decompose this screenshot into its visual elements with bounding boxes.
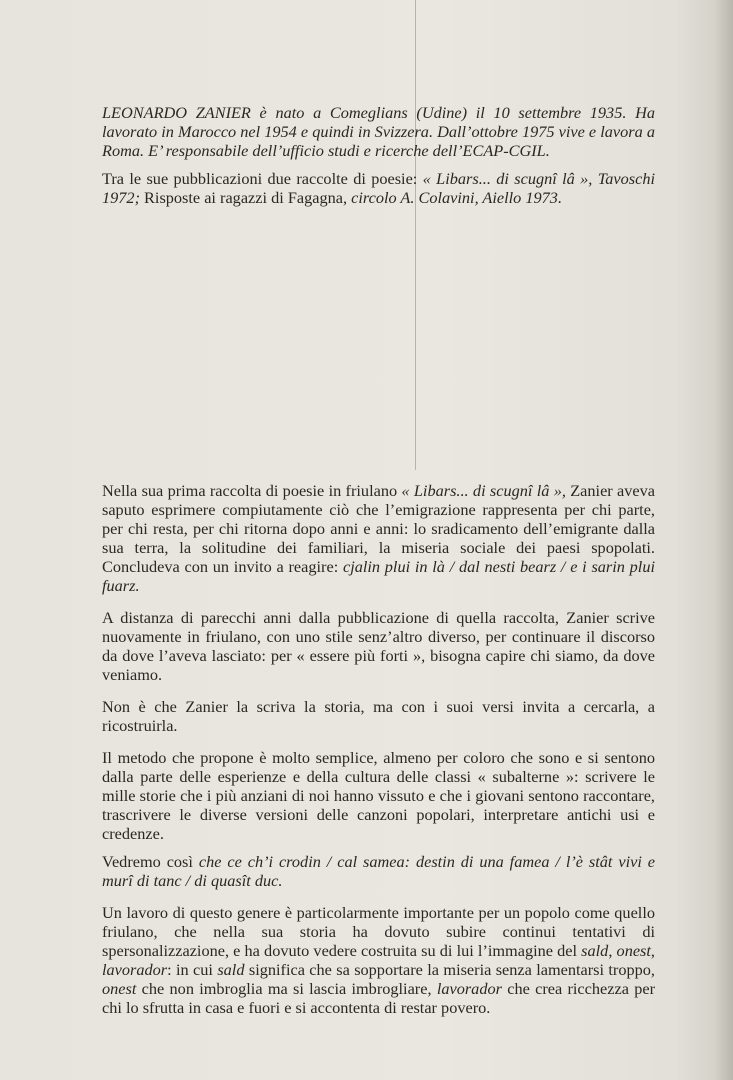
paragraph-2: A distanza di parecchi anni dalla pubblicazione di quella raccolta, Zanier scrive nuovamente in friulano, con uno stile senz’altro diverso, per continuare il discorso da dove l’aveva lasciato: per « essere più forti », bisogna capire chi siamo, da dove veniamo. [102, 608, 655, 684]
publisher: Tavoschi 1972; [102, 169, 655, 207]
publications-paragraph [102, 169, 655, 207]
text-run: , [650, 941, 655, 960]
book-title: « Libars... di scugnî lâ », [401, 481, 566, 500]
page-edge-shadow [715, 0, 733, 1080]
text-run: Vedremo così [102, 852, 199, 871]
bio-paragraph: LEONARDO ZANIER è nato a Comeglians (Udine) il 10 settembre 1935. Ha lavorato in Marocco nel 1954 e quindi in Svizzera. Dall’ottobre 1975 vive e lavora a Roma. E’ responsabile dell’ufficio studi e ricerche dell’ECAP-CGIL. [102, 103, 655, 160]
text-run: significa che sa sopportare la miseria senza lamentarsi troppo, [244, 960, 655, 979]
author-bio [102, 103, 655, 207]
term: onest [102, 979, 137, 998]
book-title: « Libars... di scugnî lâ », [422, 169, 593, 188]
text-run: : in cui [167, 960, 218, 979]
text-run: Risposte ai ragazzi di Fagagna, [139, 188, 352, 207]
paragraph-1 [102, 481, 655, 595]
text-run: che non imbroglia ma si lascia imbrogliare, [136, 979, 437, 998]
text-run: Nella sua prima raccolta di poesie in friulano [102, 481, 402, 500]
verse-quote: che ce ch’i crodin / cal samea: destin di una famea / l’è stât vivi e murî di tanc / di quasît duc. [102, 852, 656, 890]
publisher: circolo A. Colavini, Aiello 1973. [351, 188, 563, 207]
text-run: , [608, 941, 617, 960]
term: sald [217, 960, 245, 979]
term: lavorador [102, 960, 168, 979]
term: sald [581, 941, 609, 960]
term: lavorador [436, 979, 502, 998]
verse-quote: cjalin plui in là / dal nesti bearz / e i sarin plui fuarz. [102, 557, 655, 595]
main-text [102, 481, 655, 1030]
term: onest [616, 941, 651, 960]
text-run: Tra le sue pubblicazioni due raccolte di poesie: [102, 169, 423, 188]
text-run: Un lavoro di questo genere è particolarmente importante per un popolo come quello friulano, che nella sua storia ha dovuto subire continui tentativi di spersonalizzazione, e ha dovuto vedere costruita su di lui l’immagine del [102, 903, 655, 960]
text-run: Zanier aveva saputo esprimere compiutamente ciò che l’emigrazione rappresenta per chi parte, per chi resta, per chi ritorna dopo anni e anni: lo sradicamento dell’emigrante dalla sua terra, la solitudine dei familiari, la miseria sociale dei paesi spopolati. Concludeva con un invito a reagire: [102, 481, 655, 576]
paragraph-3: Non è che Zanier la scriva la storia, ma con i suoi versi invita a cercarla, a ricostruirla. [102, 697, 655, 735]
paragraph-4: Il metodo che propone è molto semplice, almeno per coloro che sono e si sentono dalla parte delle esperienze e della cultura delle classi « subalterne »: scrivere le mille storie che i più anziani di noi hanno vissuto e che i giovani sentono raccontare, trascrivere le diverse versioni delle canzoni popolari, interpretare antichi usi e credenze. [102, 748, 655, 843]
paragraph-5 [102, 852, 655, 890]
page-fold-line [415, 0, 416, 470]
text-run: che crea ricchezza per chi lo sfrutta in casa e fuori e si accontenta di restar povero. [102, 979, 656, 1017]
paragraph-6 [102, 903, 655, 1017]
